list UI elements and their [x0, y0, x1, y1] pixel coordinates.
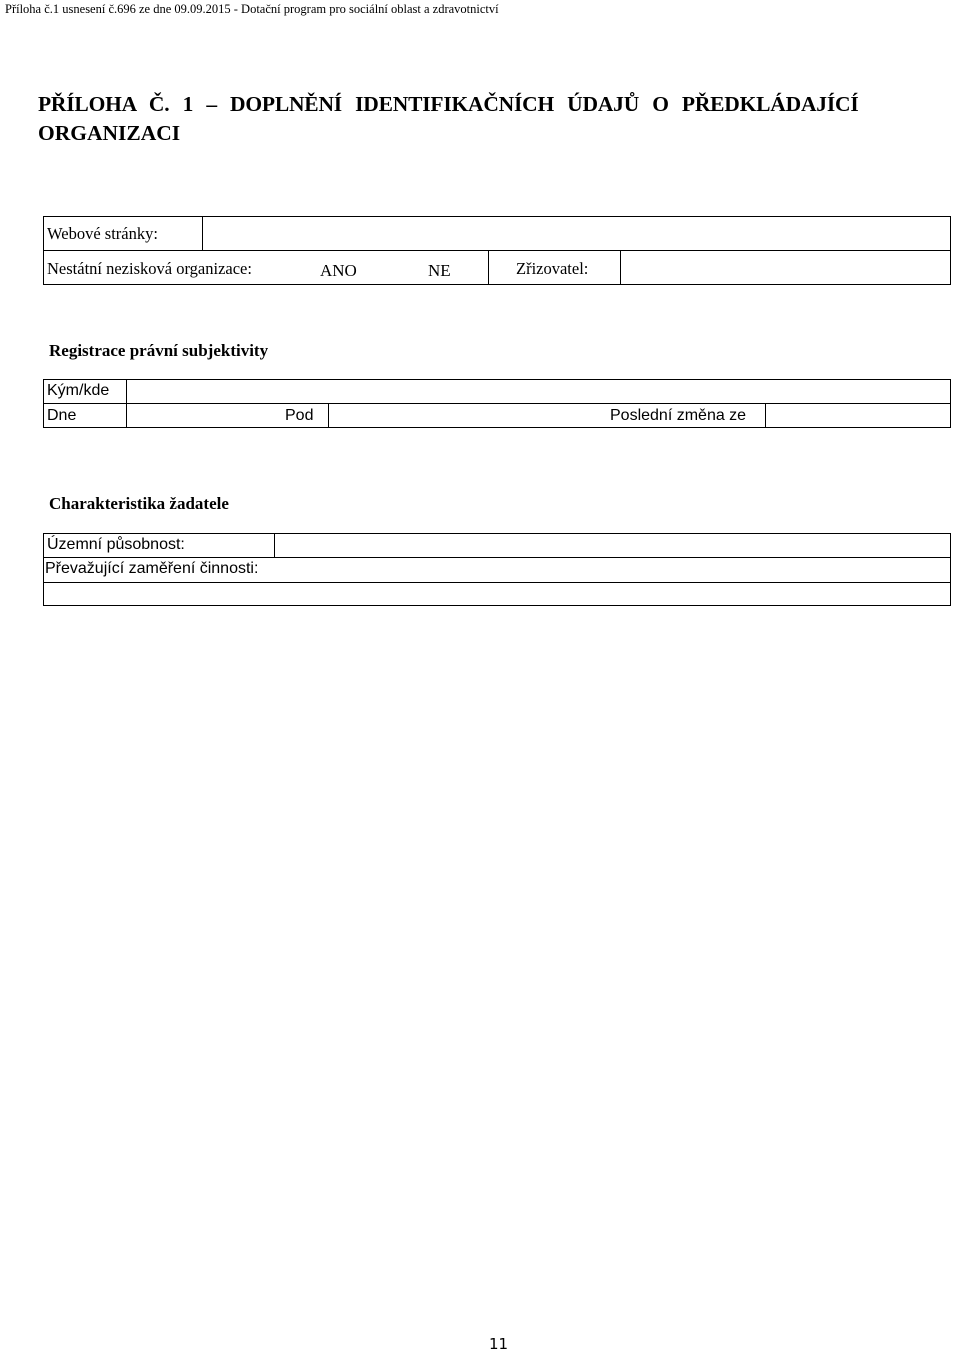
cell-divider — [274, 533, 275, 557]
cell-divider — [328, 403, 329, 428]
document-header: Příloha č.1 usnesení č.696 ze dne 09.09.2015 - Dotační program pro sociální oblast a zdravotnictví — [5, 2, 499, 16]
title-line-1: PŘÍLOHA Č. 1 – DOPLNĚNÍ IDENTIFIKAČNÍCH ÚDAJŮ O PŘEDKLÁDAJÍCÍ — [38, 92, 859, 116]
page-number: 11 — [489, 1335, 509, 1353]
row-divider — [43, 557, 951, 558]
row-divider — [43, 582, 951, 583]
by-whom-label: Kým/kde — [47, 382, 110, 399]
date-label: Dne — [47, 407, 77, 424]
title-line-2: ORGANIZACI — [38, 121, 181, 145]
ngo-option-yes[interactable]: ANO — [320, 261, 357, 280]
registration-heading: Registrace právní subjektivity — [49, 341, 269, 360]
cell-divider — [488, 250, 489, 285]
page-title — [38, 90, 953, 148]
ngo-label: Nestátní nezisková organizace: — [47, 259, 252, 278]
focus-label: Převažující zaměření činnosti: — [45, 560, 259, 577]
ngo-option-no[interactable]: NE — [428, 261, 451, 280]
row-divider — [43, 403, 951, 404]
cell-divider — [620, 250, 621, 285]
cell-divider — [126, 379, 127, 428]
web-label: Webové stránky: — [47, 224, 158, 243]
applicant-heading: Charakteristika žadatele — [49, 494, 229, 513]
under-label: Pod — [285, 407, 314, 424]
row-divider — [43, 250, 951, 251]
cell-divider — [202, 216, 203, 250]
cell-divider — [765, 403, 766, 428]
last-change-label: Poslední změna ze — [610, 407, 747, 424]
founder-label: Zřizovatel: — [516, 259, 589, 278]
territory-label: Územní působnost: — [47, 536, 185, 553]
